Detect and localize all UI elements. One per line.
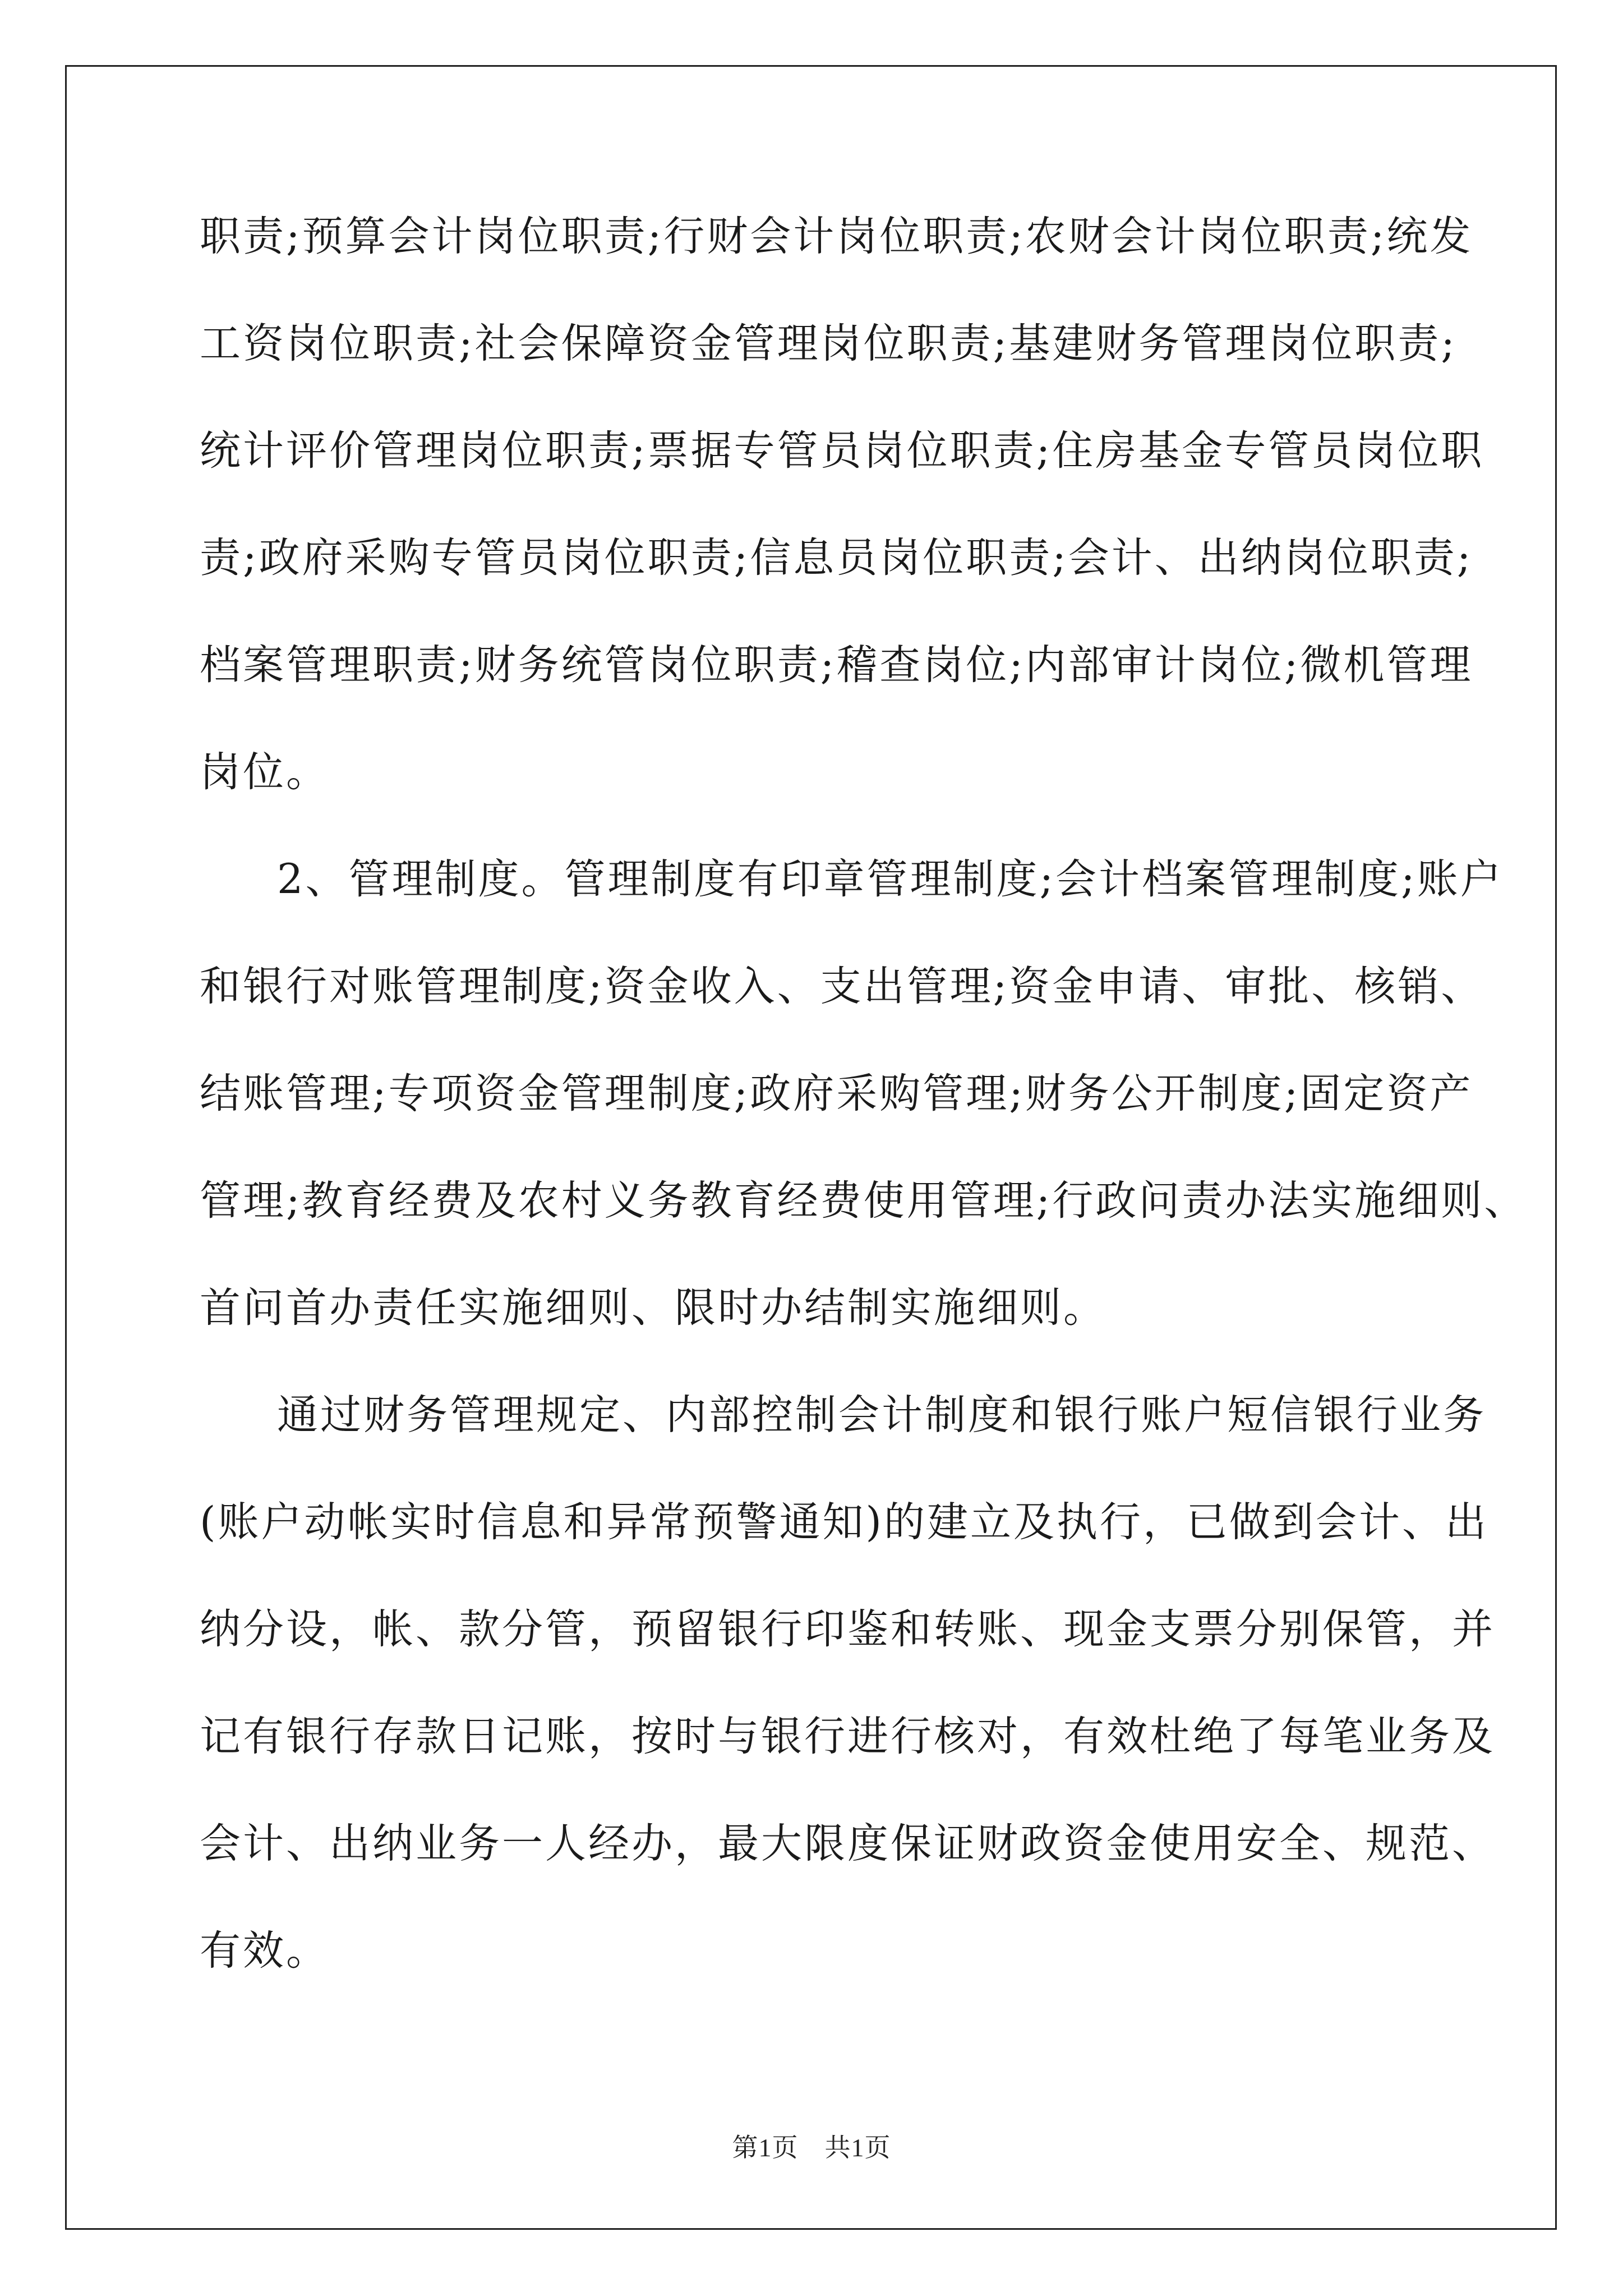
paragraph-1 [200,213,1484,859]
text-line: 结账管理;专项资金管理制度;政府采购管理;财务公开制度;固定资产 [200,1070,1473,1117]
text-line: 会计、出纳业务一人经办，最大限度保证财政资金使用安全、规范、 [200,1820,1495,1867]
text-line: 工资岗位职责;社会保障资金管理岗位职责;基建财务管理岗位职责; [200,320,1457,367]
text-line: 和银行对账管理制度;资金收入、支出管理;资金申请、审批、核销、 [200,963,1484,1010]
paragraph-3 [200,1391,1495,2037]
text-line: 记有银行存款日记账，按时与银行进行核对，有效杜绝了每笔业务及 [200,1713,1495,1760]
text-line: 岗位。 [200,748,329,796]
page-number: 第1页 共1页 [732,2133,891,2162]
paragraph-2 [200,855,1528,1395]
text-line: 首问首办责任实施细则、限时办结制实施细则。 [200,1284,1106,1332]
document-body [200,213,1528,2037]
text-line: 管理;教育经费及农村义务教育经费使用管理;行政问责办法实施细则、 [200,1177,1528,1225]
text-line: (账户动帐实时信息和异常预警通知)的建立及执行，已做到会计、出 [200,1498,1488,1546]
text-line: 有效。 [200,1927,329,1975]
text-line: 档案管理职责;财务统管岗位职责;稽查岗位;内部审计岗位;微机管理 [200,641,1473,689]
text-line: 通过财务管理规定、内部控制会计制度和银行账户短信银行业务 [277,1391,1486,1439]
text-line: 统计评价管理岗位职责;票据专管员岗位职责;住房基金专管员岗位职 [200,427,1484,475]
text-line: 责;政府采购专管员岗位职责;信息员岗位职责;会计、出纳岗位职责; [200,534,1473,582]
text-line: 纳分设，帐、款分管，预留银行印鉴和转账、现金支票分别保管，并 [200,1605,1495,1653]
text-line: 2、管理制度。管理制度有印章管理制度;会计档案管理制度;账户 [277,855,1504,903]
text-line: 职责;预算会计岗位职责;行财会计岗位职责;农财会计岗位职责;统发 [200,213,1473,260]
